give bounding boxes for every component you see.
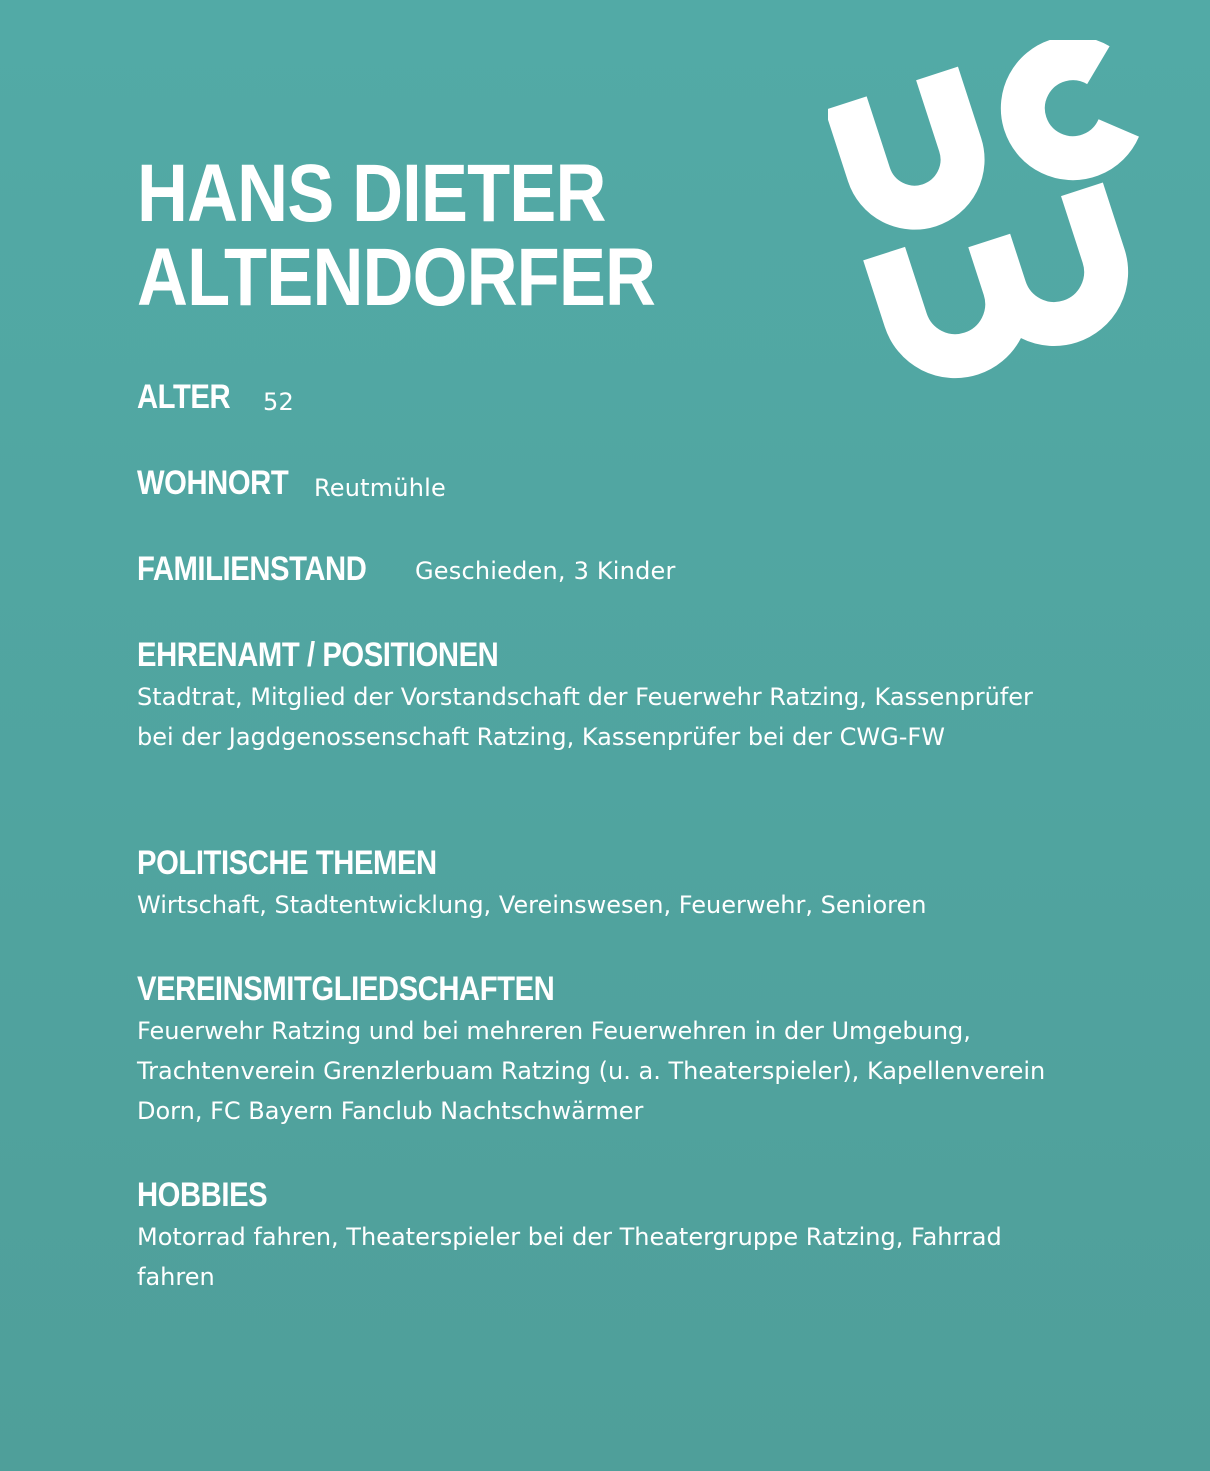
age-label: ALTER — [137, 378, 231, 416]
residence-value: Reutmühle — [314, 474, 447, 502]
section-political-topics — [137, 841, 1057, 925]
section-hobbies — [137, 1173, 1057, 1297]
section-title: HOBBIES — [137, 1176, 268, 1214]
section-text: Motorrad fahren, Theaterspieler bei der Theatergruppe Ratzing, Fahrrad fahren — [137, 1223, 1002, 1291]
cwg-logo-icon — [828, 40, 1178, 390]
section-title: VEREINSMITGLIEDSCHAFTEN — [137, 970, 555, 1008]
family-row — [137, 550, 676, 589]
candidate-name — [137, 148, 656, 323]
logo-c-shape — [1010, 49, 1124, 171]
age-value: 52 — [263, 388, 294, 416]
family-status-value: Geschieden, 3 Kinder — [415, 557, 676, 585]
section-text: Wirtschaft, Stadtentwicklung, Vereinswesen, Feuerwehr, Senioren — [137, 891, 927, 919]
logo-u-shape — [846, 73, 975, 220]
section-text: Stadtrat, Mitglied der Vorstandschaft der Feuerwehr Ratzing, Kassenprüfer bei der Jagdgenossenschaft Ratzing, Kassenprüfer bei der CWG-FW — [137, 683, 1033, 751]
candidate-name-line2: ALTENDORFER — [137, 232, 656, 323]
residence-label: WOHNORT — [137, 464, 289, 502]
candidate-name-line1: HANS DIETER — [137, 148, 606, 239]
section-club-memberships — [137, 967, 1057, 1131]
section-title: EHRENAMT / POSITIONEN — [137, 636, 499, 674]
section-title: POLITISCHE THEMEN — [137, 844, 437, 882]
section-text: Feuerwehr Ratzing und bei mehreren Feuerwehren in der Umgebung, Trachtenverein Grenzlerbuam Ratzing (u. a. Theaterspieler), Kapellenverein Dorn, FC Bayern Fanclub Nachtschwärmer — [137, 1017, 1046, 1125]
section-honorary-positions — [137, 633, 1057, 757]
family-status-label: FAMILIENSTAND — [137, 550, 367, 588]
age-row — [137, 378, 294, 417]
residence-row — [137, 464, 447, 503]
